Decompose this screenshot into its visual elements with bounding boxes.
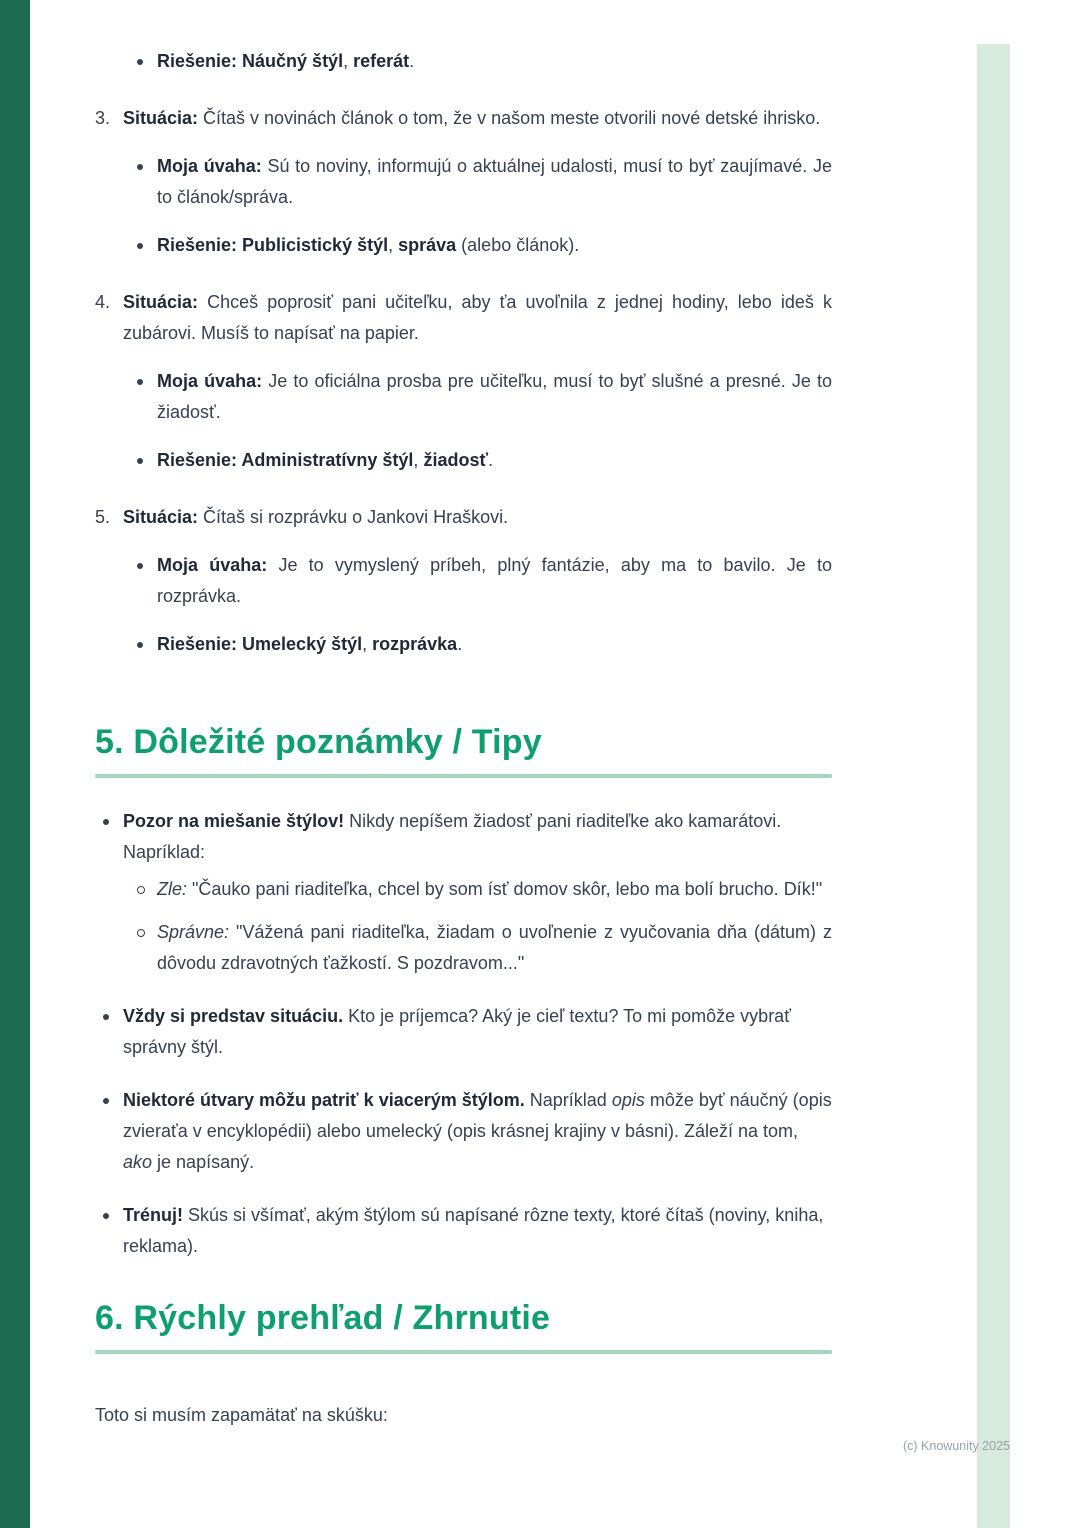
section-heading: 5. Dôležité poznámky / Tipy bbox=[95, 723, 542, 761]
numbered-item bbox=[95, 502, 832, 660]
bullet-marker-icon bbox=[137, 366, 157, 385]
circle-marker-icon bbox=[137, 874, 157, 894]
situation-text: Situácia: Chceš poprosiť pani učiteľku, aby ťa uvoľnila z jednej hodiny, lebo ideš k zubárovi. Musíš to napísať na papier. bbox=[123, 292, 832, 343]
bullet-marker-icon bbox=[137, 445, 157, 464]
list-item-text: Riešenie: Náučný štýl, referát. bbox=[157, 51, 415, 71]
numbered-item bbox=[95, 103, 832, 261]
document-content bbox=[95, 46, 832, 1431]
bullet-marker-icon bbox=[137, 629, 157, 648]
section-divider bbox=[95, 1350, 832, 1354]
list-item bbox=[123, 629, 832, 660]
list-item bbox=[123, 366, 832, 428]
item-number: 3. bbox=[95, 108, 111, 128]
list-item bbox=[95, 1200, 832, 1262]
list-item bbox=[123, 230, 832, 261]
bullet-marker-icon bbox=[137, 151, 157, 170]
list-item-text: Moja úvaha: Sú to noviny, informujú o aktuálnej udalosti, musí to byť zaujímavé. Je to článok/správa. bbox=[157, 156, 832, 207]
circle-marker-icon bbox=[137, 917, 157, 937]
list-item bbox=[95, 1001, 832, 1063]
list-item-text: Vždy si predstav situáciu. Kto je príjemca? Aký je cieľ textu? To mi pomôže vybrať správny štýl. bbox=[123, 1006, 791, 1057]
sub-list-item-text: Správne: "Vážená pani riaditeľka, žiadam o uvoľnenie z vyučovania dňa (dátum) z dôvodu zdravotných ťažkostí. S pozdravom..." bbox=[157, 922, 832, 973]
list-item bbox=[123, 550, 832, 612]
bullet-marker-icon bbox=[103, 1200, 123, 1219]
left-accent-bar bbox=[0, 0, 30, 1528]
sub-list-item-text: Zle: "Čauko pani riaditeľka, chcel by som ísť domov skôr, lebo ma bolí brucho. Dík!" bbox=[157, 879, 823, 899]
list-item-text: Trénuj! Skús si všímať, akým štýlom sú napísané rôzne texty, ktoré čítaš (noviny, kniha, reklama). bbox=[123, 1205, 824, 1256]
right-accent-strip bbox=[977, 44, 1010, 1528]
list-item-text: Moja úvaha: Je to oficiálna prosba pre učiteľku, musí to byť slušné a presné. Je to žiadosť. bbox=[157, 371, 832, 422]
list-item-text: Riešenie: Publicistický štýl, správa (alebo článok). bbox=[157, 235, 580, 255]
bullet-marker-icon bbox=[137, 46, 157, 65]
list-item-text: Pozor na miešanie štýlov! Nikdy nepíšem žiadosť pani riaditeľke ako kamarátovi. Napríklad: bbox=[123, 811, 782, 862]
copyright-notice: (c) Knowunity 2025 bbox=[902, 1439, 1010, 1453]
bullet-marker-icon bbox=[103, 806, 123, 825]
bullet-marker-icon bbox=[103, 1085, 123, 1104]
situation-text: Situácia: Čítaš v novinách článok o tom, že v našom meste otvorili nové detské ihrisko. bbox=[123, 108, 821, 128]
list-item bbox=[123, 151, 832, 213]
sub-list-item bbox=[95, 874, 832, 905]
list-item-text: Riešenie: Umelecký štýl, rozprávka. bbox=[157, 634, 463, 654]
item-body bbox=[123, 103, 832, 261]
list-item bbox=[95, 1085, 832, 1178]
bullet-marker-icon bbox=[137, 550, 157, 569]
list-item bbox=[95, 806, 832, 868]
list-item-text: Niektoré útvary môžu patriť k viacerým štýlom. Napríklad opis môže byť náučný (opis zvieraťa v encyklopédii) alebo umelecký (opis krásnej krajiny v básni). Záleží na tom, ako je napísaný. bbox=[123, 1090, 832, 1172]
situation-text: Situácia: Čítaš si rozprávku o Jankovi Hraškovi. bbox=[123, 507, 509, 527]
item-body bbox=[123, 502, 832, 660]
bullet-marker-icon bbox=[137, 230, 157, 249]
section-heading: 6. Rýchly prehľad / Zhrnutie bbox=[95, 1299, 551, 1337]
section-divider bbox=[95, 774, 832, 778]
bullet-marker-icon bbox=[103, 1001, 123, 1020]
list-item-text: Moja úvaha: Je to vymyslený príbeh, plný fantázie, aby ma to bavilo. Je to rozprávka. bbox=[157, 555, 832, 606]
list-item-text: Riešenie: Administratívny štýl, žiadosť. bbox=[157, 450, 494, 470]
item-number: 4. bbox=[95, 292, 111, 312]
item-number: 5. bbox=[95, 507, 111, 527]
numbered-item bbox=[95, 287, 832, 476]
list-item bbox=[123, 445, 832, 476]
sub-list-item bbox=[95, 917, 832, 979]
section-intro-text: Toto si musím zapamätať na skúšku: bbox=[95, 1405, 388, 1425]
item-body bbox=[123, 287, 832, 476]
list-item bbox=[95, 46, 832, 77]
